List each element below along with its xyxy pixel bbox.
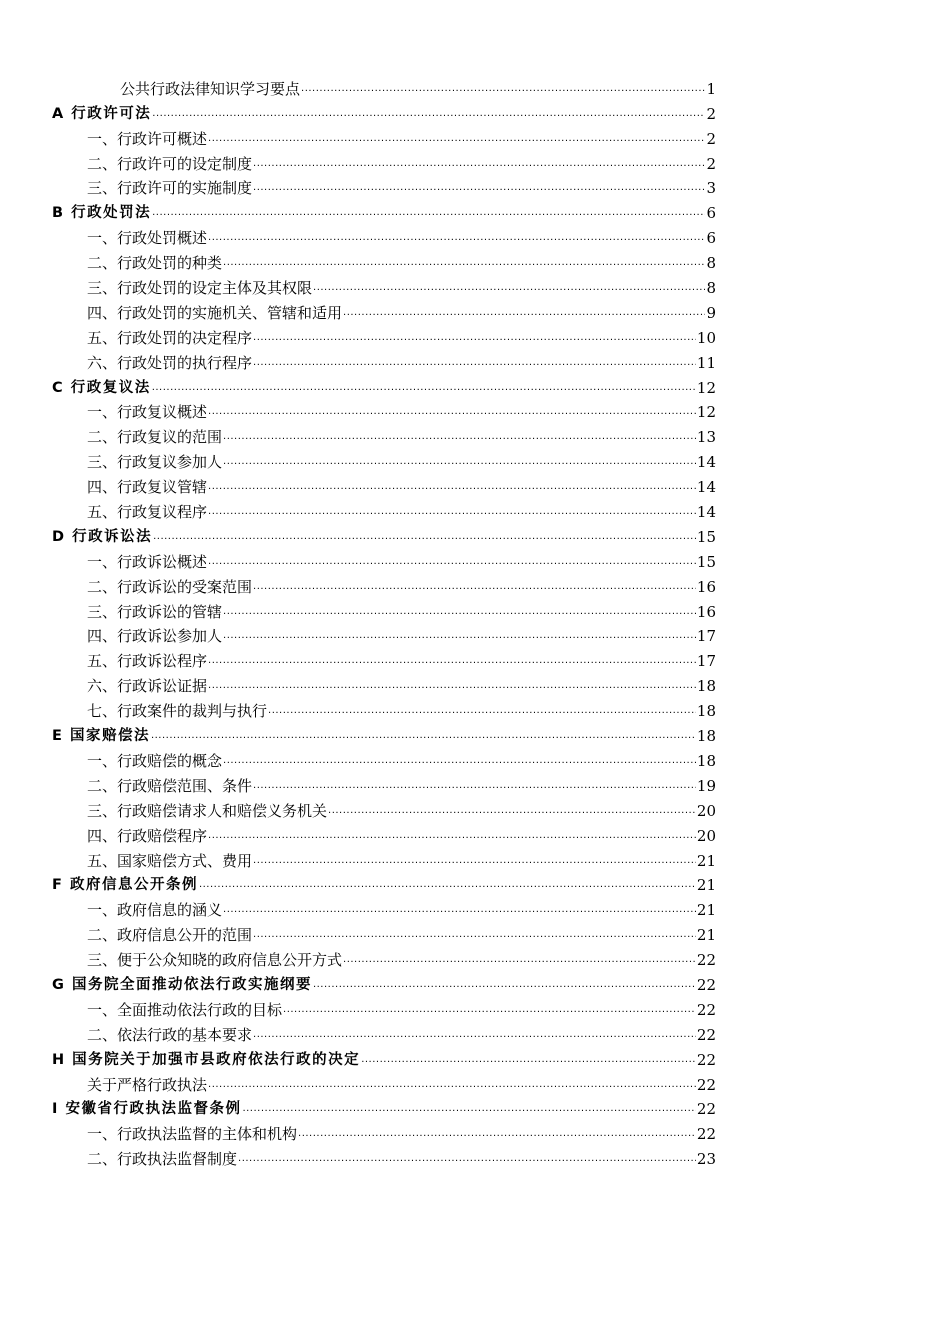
toc-entry-text: 五、行政复议程序 <box>87 503 208 522</box>
dot-leader <box>223 903 696 917</box>
toc-entry-text: 四、行政复议管辖 <box>87 478 208 497</box>
toc-entry[interactable] <box>52 846 716 871</box>
toc-entry-text: 一、行政执法监督的主体和机构 <box>87 1125 298 1144</box>
toc-entry[interactable] <box>52 422 716 447</box>
toc-entry[interactable] <box>52 1144 716 1169</box>
toc-entry[interactable] <box>52 149 716 174</box>
toc-entry-text: 二、行政诉讼的受案范围 <box>87 577 253 596</box>
toc-page-number: 21 <box>696 926 716 945</box>
toc-entry[interactable] <box>52 124 716 149</box>
toc-entry-text: 关于严格行政执法 <box>87 1075 208 1094</box>
toc-entry-text: 一、行政诉讼概述 <box>87 552 208 571</box>
toc-entry-text: 二、行政复议的范围 <box>87 428 223 447</box>
toc-entry[interactable] <box>52 796 716 821</box>
toc-entry-text: 二、行政许可的设定制度 <box>87 154 253 173</box>
toc-entry-text: I 安徽省行政执法监督条例 <box>52 1101 242 1118</box>
toc-entry[interactable] <box>52 771 716 796</box>
toc-entry-text: 二、行政赔偿范围、条件 <box>87 776 253 795</box>
toc-section-entry[interactable] <box>52 99 716 124</box>
toc-entry[interactable] <box>52 248 716 273</box>
toc-section-entry[interactable] <box>52 1095 716 1120</box>
toc-entry[interactable] <box>52 348 716 373</box>
toc-entry-text: 二、行政执法监督制度 <box>87 1150 238 1169</box>
toc-page-number: 20 <box>696 826 716 845</box>
toc-page-number: 18 <box>696 727 716 746</box>
toc-entry-text: 三、便于公众知晓的政府信息公开方式 <box>87 951 343 970</box>
toc-page-number: 9 <box>706 303 716 322</box>
toc-entry-text: 二、依法行政的基本要求 <box>87 1025 253 1044</box>
toc-page-number: 20 <box>696 801 716 820</box>
toc-entry-text: C 行政复议法 <box>52 379 151 396</box>
toc-section-entry[interactable] <box>52 198 716 223</box>
toc-page-number: 2 <box>706 129 716 148</box>
toc-page-number: 2 <box>706 104 716 123</box>
dot-leader <box>208 679 696 693</box>
dot-leader <box>253 580 696 594</box>
dot-leader <box>253 854 696 868</box>
toc-page-number: 14 <box>696 503 716 522</box>
toc-page-number: 18 <box>696 677 716 696</box>
toc-entry[interactable] <box>52 945 716 970</box>
dot-leader <box>253 779 696 793</box>
toc-entry-text: 三、行政处罚的设定主体及其权限 <box>87 279 313 298</box>
dot-leader <box>208 829 696 843</box>
toc-entry-text: D 行政诉讼法 <box>52 528 153 545</box>
toc-entry[interactable] <box>52 821 716 846</box>
dot-leader <box>223 754 696 768</box>
toc-entry-text: 三、行政赔偿请求人和赔偿义务机关 <box>87 801 328 820</box>
dot-leader <box>253 928 696 942</box>
toc-entry[interactable] <box>52 1119 716 1144</box>
toc-section-entry[interactable] <box>52 721 716 746</box>
toc-page-number: 8 <box>706 254 716 273</box>
toc-entry[interactable] <box>52 572 716 597</box>
toc-entry-text: 一、行政赔偿的概念 <box>87 751 223 770</box>
toc-page-number: 23 <box>696 1150 716 1169</box>
toc-entry[interactable] <box>52 472 716 497</box>
dot-leader <box>208 480 696 494</box>
toc-entry-text: 一、行政处罚概述 <box>87 229 208 248</box>
dot-leader <box>301 82 705 96</box>
toc-entry[interactable] <box>52 298 716 323</box>
toc-entry[interactable] <box>52 920 716 945</box>
toc-page-number: 14 <box>696 453 716 472</box>
toc-entry[interactable] <box>52 995 716 1020</box>
dot-leader <box>298 1127 696 1141</box>
toc-page-number: 8 <box>706 279 716 298</box>
toc-entry-text: 二、政府信息公开的范围 <box>87 926 253 945</box>
toc-entry-text: B 行政处罚法 <box>52 205 152 222</box>
toc-page-number: 22 <box>696 1025 716 1044</box>
toc-entry-text: 一、行政复议概述 <box>87 403 208 422</box>
toc-page-number: 22 <box>696 1100 716 1119</box>
toc-page-number: 22 <box>696 951 716 970</box>
dot-leader <box>223 256 705 270</box>
toc-entry[interactable] <box>52 223 716 248</box>
table-of-contents <box>52 74 716 1169</box>
dot-leader <box>152 206 705 220</box>
toc-page-number: 13 <box>696 428 716 447</box>
toc-entry-text: 三、行政复议参加人 <box>87 453 223 472</box>
toc-page-number: 12 <box>696 378 716 397</box>
toc-entry[interactable] <box>52 174 716 199</box>
dot-leader <box>199 878 696 892</box>
toc-page-number: 22 <box>696 1125 716 1144</box>
toc-page-number: 11 <box>696 353 716 372</box>
dot-leader <box>253 356 696 370</box>
toc-entry-text: 六、行政处罚的执行程序 <box>87 353 253 372</box>
toc-entry[interactable] <box>52 547 716 572</box>
dot-leader <box>253 331 696 345</box>
toc-section-entry[interactable] <box>52 871 716 896</box>
dot-leader <box>223 455 696 469</box>
toc-page-number: 1 <box>706 79 716 98</box>
toc-entry[interactable] <box>52 398 716 423</box>
dot-leader <box>208 231 705 245</box>
toc-page-number: 18 <box>696 702 716 721</box>
toc-page-number: 22 <box>696 1050 716 1069</box>
toc-entry[interactable] <box>52 746 716 771</box>
toc-page-number: 6 <box>706 229 716 248</box>
toc-page-number: 16 <box>696 602 716 621</box>
toc-entry[interactable] <box>52 447 716 472</box>
toc-section-entry[interactable] <box>52 373 716 398</box>
toc-entry[interactable] <box>52 622 716 647</box>
toc-page-number: 12 <box>696 403 716 422</box>
toc-entry-text: F 政府信息公开条例 <box>52 877 198 894</box>
toc-entry[interactable] <box>52 696 716 721</box>
toc-entry[interactable] <box>52 671 716 696</box>
dot-leader <box>208 1078 696 1092</box>
toc-entry-text: 五、国家赔偿方式、费用 <box>87 851 253 870</box>
toc-entry[interactable] <box>52 497 716 522</box>
dot-leader <box>223 430 696 444</box>
dot-leader <box>253 181 705 195</box>
toc-entry-text: 一、全面推动依法行政的目标 <box>87 1000 283 1019</box>
toc-page-number: 17 <box>696 652 716 671</box>
toc-entry-text: G 国务院全面推动依法行政实施纲要 <box>52 976 312 993</box>
dot-leader <box>313 978 696 992</box>
dot-leader <box>238 1152 696 1166</box>
dot-leader <box>328 804 696 818</box>
toc-page-number: 14 <box>696 478 716 497</box>
dot-leader <box>152 107 705 121</box>
toc-page-number: 17 <box>696 627 716 646</box>
toc-section-entry[interactable] <box>52 1045 716 1070</box>
toc-entry-text: 四、行政赔偿程序 <box>87 826 208 845</box>
toc-entry-text: 一、行政许可概述 <box>87 129 208 148</box>
dot-leader <box>253 1028 696 1042</box>
toc-page-number: 21 <box>696 901 716 920</box>
toc-entry-text: 六、行政诉讼证据 <box>87 677 208 696</box>
toc-title-entry[interactable] <box>52 74 716 99</box>
toc-entry-text: 公共行政法律知识学习要点 <box>120 79 301 98</box>
toc-entry[interactable] <box>52 646 716 671</box>
toc-entry-text: 四、行政处罚的实施机关、管辖和适用 <box>87 303 343 322</box>
dot-leader <box>208 405 696 419</box>
dot-leader <box>242 1102 695 1116</box>
dot-leader <box>151 729 696 743</box>
toc-entry-text: A 行政许可法 <box>52 105 152 122</box>
dot-leader <box>208 132 705 146</box>
dot-leader <box>343 953 696 967</box>
dot-leader <box>313 281 705 295</box>
toc-entry-text: 一、政府信息的涵义 <box>87 901 223 920</box>
toc-page-number: 21 <box>696 876 716 895</box>
toc-page-number: 22 <box>696 1000 716 1019</box>
toc-entry-text: 四、行政诉讼参加人 <box>87 627 223 646</box>
toc-section-entry[interactable] <box>52 522 716 547</box>
toc-entry[interactable] <box>52 1020 716 1045</box>
dot-leader <box>208 654 696 668</box>
toc-page-number: 6 <box>706 204 716 223</box>
dot-leader <box>283 1003 696 1017</box>
toc-entry[interactable] <box>52 1070 716 1095</box>
toc-page-number: 19 <box>696 776 716 795</box>
dot-leader <box>223 629 696 643</box>
toc-entry-text: E 国家赔偿法 <box>52 728 150 745</box>
dot-leader <box>208 555 696 569</box>
toc-entry[interactable] <box>52 895 716 920</box>
toc-section-entry[interactable] <box>52 970 716 995</box>
toc-page-number: 10 <box>696 328 716 347</box>
toc-entry-text: H 国务院关于加强市县政府依法行政的决定 <box>52 1051 361 1068</box>
dot-leader <box>153 530 696 544</box>
toc-entry[interactable] <box>52 597 716 622</box>
dot-leader <box>223 605 696 619</box>
toc-page-number: 3 <box>706 179 716 198</box>
toc-entry-text: 七、行政案件的裁判与执行 <box>87 702 268 721</box>
toc-page-number: 18 <box>696 751 716 770</box>
dot-leader <box>152 381 696 395</box>
dot-leader <box>343 306 705 320</box>
toc-page-number: 21 <box>696 851 716 870</box>
toc-page-number: 22 <box>696 975 716 994</box>
dot-leader <box>268 704 696 718</box>
dot-leader <box>253 157 705 171</box>
toc-entry[interactable] <box>52 273 716 298</box>
toc-entry[interactable] <box>52 323 716 348</box>
dot-leader <box>361 1053 696 1067</box>
toc-page-number: 16 <box>696 577 716 596</box>
toc-entry-text: 五、行政处罚的决定程序 <box>87 328 253 347</box>
toc-page-number: 15 <box>696 527 716 546</box>
toc-entry-text: 二、行政处罚的种类 <box>87 254 223 273</box>
toc-page-number: 15 <box>696 552 716 571</box>
toc-entry-text: 三、行政诉讼的管辖 <box>87 602 223 621</box>
dot-leader <box>208 505 696 519</box>
toc-page-number: 22 <box>696 1075 716 1094</box>
toc-entry-text: 三、行政许可的实施制度 <box>87 179 253 198</box>
toc-entry-text: 五、行政诉讼程序 <box>87 652 208 671</box>
toc-page-number: 2 <box>706 154 716 173</box>
